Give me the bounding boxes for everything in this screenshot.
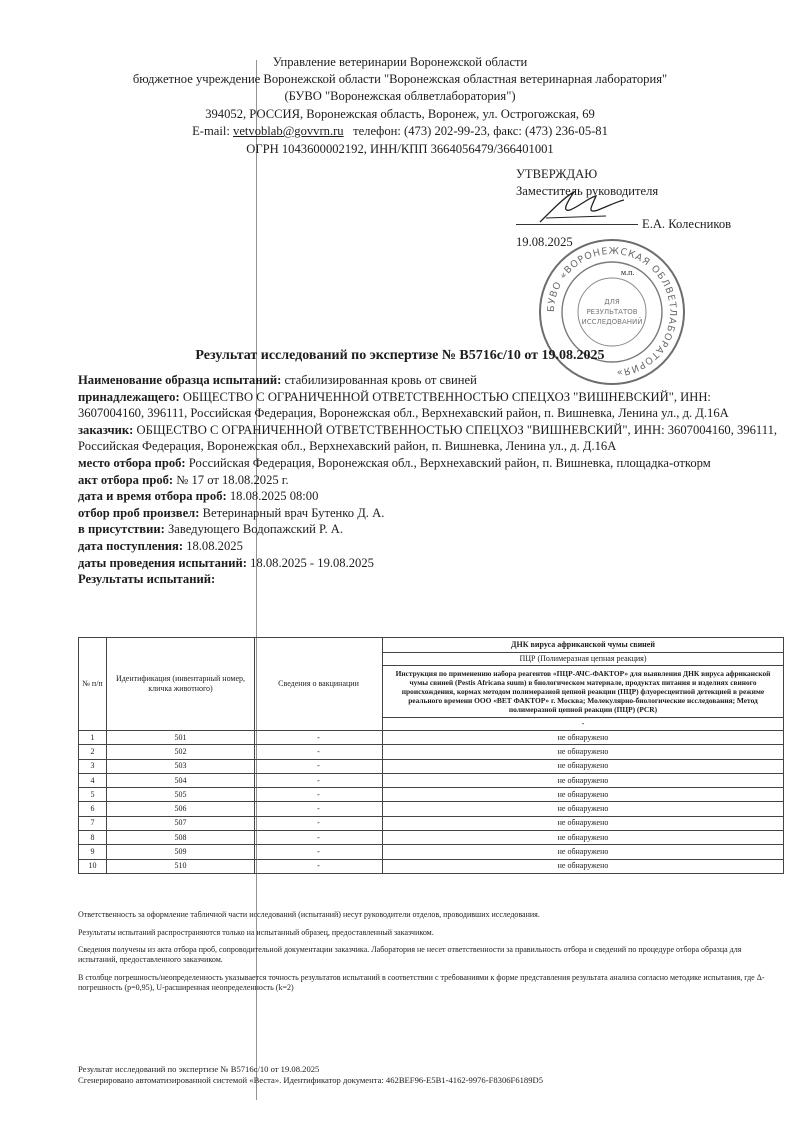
row-vaccination-cell: - <box>255 831 383 845</box>
approver-name: Е.А. Колесников <box>642 217 732 231</box>
sampler-row: отбор проб произвел: Ветеринарный врач Бутенко Д. А. <box>78 505 385 520</box>
table-row <box>79 802 784 816</box>
email-label: E-mail: <box>192 124 230 138</box>
row-result-cell: не обнаружено <box>383 773 784 787</box>
row-id-cell: 501 <box>107 731 255 745</box>
row-number-cell: 5 <box>79 788 107 802</box>
svg-text:ДЛЯ: ДЛЯ <box>604 298 620 306</box>
svg-text:БУВО «ВОРОНЕЖСКАЯ ОБЛВЕТЛАБОРА: БУВО «ВОРОНЕЖСКАЯ ОБЛВЕТЛАБОРАТОРИЯ» <box>545 245 679 378</box>
row-number-cell: 6 <box>79 802 107 816</box>
row-id-cell: 510 <box>107 859 255 873</box>
unit-header: - <box>383 718 784 731</box>
table-row <box>79 816 784 830</box>
results-heading: Результаты испытаний: <box>78 572 216 587</box>
row-number-cell: 10 <box>79 859 107 873</box>
row-result-cell: не обнаружено <box>383 788 784 802</box>
results-body <box>79 731 784 874</box>
row-vaccination-cell: - <box>255 759 383 773</box>
table-row <box>79 731 784 745</box>
notes-block <box>78 910 778 1000</box>
table-row <box>79 788 784 802</box>
row-vaccination-cell: - <box>255 802 383 816</box>
row-result-cell: не обнаружено <box>383 845 784 859</box>
table-row <box>79 745 784 759</box>
row-id-cell: 507 <box>107 816 255 830</box>
seal-stamp-icon <box>536 236 688 388</box>
table-row <box>79 759 784 773</box>
customer-row: заказчик: ОБЩЕСТВО С ОГРАНИЧЕННОЙ ОТВЕТСТВЕННОСТЬЮ СПЕЦХОЗ "ВИШНЕВСКИЙ", ИНН: 3607004160, 396111, Российская Федерация, Воронежская обл., Верхнехавский район, п. Вишневка, Ленина ул., д. Д.16А <box>78 422 778 454</box>
note-uncertainty: В столбце погрешность/неопределенность указывается точность результатов испытаний в соответствии с требованиями к форме представления результата анализа согласно методике испытания, где Δ-погрешность (p=0,95), U-расширенная неопределенность (k=2) <box>78 972 765 992</box>
row-vaccination-cell: - <box>255 788 383 802</box>
header-contacts <box>0 123 800 140</box>
sampling-act-row: акт отбора проб: № 17 от 18.08.2025 г. <box>78 472 289 487</box>
row-vaccination-cell: - <box>255 845 383 859</box>
row-number-cell: 9 <box>79 845 107 859</box>
table-row <box>79 831 784 845</box>
note-responsibility: Ответственность за оформление табличной части исследований (испытаний) несут руководители отделов, проводивших исследования. <box>78 910 540 919</box>
document-title: Результат исследований по экспертизе № B5716с/10 от 19.08.2025 <box>195 348 605 363</box>
row-result-cell: не обнаружено <box>383 802 784 816</box>
row-number-cell: 4 <box>79 773 107 787</box>
col-id-header: Идентификация (инвентарный номер, кличка животного) <box>107 638 255 731</box>
row-id-cell: 506 <box>107 802 255 816</box>
svg-text:РЕЗУЛЬТАТОВ: РЕЗУЛЬТАТОВ <box>586 308 638 316</box>
header-institution: бюджетное учреждение Воронежской области "Воронежская областная ветеринарная лаборатория" <box>132 72 668 86</box>
row-vaccination-cell: - <box>255 731 383 745</box>
row-id-cell: 505 <box>107 788 255 802</box>
row-result-cell: не обнаружено <box>383 731 784 745</box>
test-dates-row: даты проведения испытаний: 18.08.2025 - 19.08.2025 <box>78 555 374 570</box>
col-vaccination-header: Сведения о вакцинации <box>255 638 383 731</box>
row-id-cell: 504 <box>107 773 255 787</box>
footer-generated: Сгенерировано автоматизированной системой «Веста». Идентификатор документа: 462BEF96-E5B1-4162-9976-F8306F6189D5 <box>78 1075 544 1085</box>
method-header: ПЦР (Полимеразная цепная реакция) <box>383 653 784 666</box>
row-result-cell: не обнаружено <box>383 759 784 773</box>
footer-reference: Результат исследований по экспертизе № B5716с/10 от 19.08.2025 <box>78 1064 320 1074</box>
row-vaccination-cell: - <box>255 816 383 830</box>
phone-fax: телефон: (473) 202-99-23, факс: (473) 236-05-81 <box>353 124 608 138</box>
row-number-cell: 1 <box>79 731 107 745</box>
received-date-row: дата поступления: 18.08.2025 <box>78 538 243 553</box>
row-number-cell: 3 <box>79 759 107 773</box>
signature-icon <box>536 188 626 228</box>
approval-position: Заместитель руководителя <box>516 184 659 198</box>
row-vaccination-cell: - <box>255 773 383 787</box>
row-number-cell: 7 <box>79 816 107 830</box>
sample-info <box>78 372 778 588</box>
row-id-cell: 502 <box>107 745 255 759</box>
row-id-cell: 503 <box>107 759 255 773</box>
row-result-cell: не обнаружено <box>383 816 784 830</box>
note-scope: Результаты испытаний распространяются только на испытанный образец, предоставленный заказчиком. <box>78 927 434 937</box>
row-result-cell: не обнаружено <box>383 745 784 759</box>
row-id-cell: 509 <box>107 845 255 859</box>
col-number-header: № п/п <box>79 638 107 731</box>
approval-date: 19.08.2025 <box>516 235 573 249</box>
owner-row: принадлежащего: ОБЩЕСТВО С ОГРАНИЧЕННОЙ ОТВЕТСТВЕННОСТЬЮ СПЕЦХОЗ "ВИШНЕВСКИЙ", ИНН: 3607004160, 396111, Российская Федерация, Воронежская обл., Верхнехавский район, п. Вишневка, Ленина ул., д. Д.16А <box>78 389 729 421</box>
footer <box>78 1064 798 1086</box>
presence-row: в присутствии: Заведующего Водопажский Р. А. <box>78 522 344 537</box>
row-number-cell: 2 <box>79 745 107 759</box>
header-short-name: (БУВО "Воронежская облветлаборатория") <box>284 89 516 103</box>
signature-line <box>516 224 638 225</box>
group-header: ДНК вируса африканской чумы свиней <box>383 638 784 653</box>
stamp-place-mark: м.п. <box>621 268 635 277</box>
row-vaccination-cell: - <box>255 745 383 759</box>
table-row <box>79 859 784 873</box>
header-authority: Управление ветеринарии Воронежской области <box>272 55 528 69</box>
header-address: 394052, РОССИЯ, Воронежская область, Воронеж, ул. Острогожская, 69 <box>205 107 595 121</box>
note-source: Сведения получены из акта отбора проб, сопроводительной документации заказчика. Лаборатория не несет ответственности за правильность отбора и сведений по процедуре отбора образца для испытаний, предоставленного заказчиком. <box>78 945 742 964</box>
results-table <box>78 637 784 874</box>
email-link[interactable]: vetvoblab@govvrn.ru <box>233 124 344 138</box>
svg-text:ИССЛЕДОВАНИЙ: ИССЛЕДОВАНИЙ <box>581 318 643 326</box>
sampling-datetime-row: дата и время отбора проб: 18.08.2025 08:00 <box>78 489 319 504</box>
row-result-cell: не обнаружено <box>383 859 784 873</box>
row-id-cell: 508 <box>107 831 255 845</box>
row-result-cell: не обнаружено <box>383 831 784 845</box>
row-number-cell: 8 <box>79 831 107 845</box>
instruction-header: Инструкция по применению набора реагентов «ПЦР-АЧС-ФАКТОР» для выявления ДНК вируса африканской чумы свиней (Pestis Africana suum) в биологическом материале, продуктах питания и изделиях свиного происхождения, кормах методом полимеразной цепной реакции (ПЦР) флуоресцентной детекцией в режиме реального времени ООО «ВЕТ ФАКТОР» г. Москва; Молекулярно-биологические исследования; Метод полимеразной цепной реакции (ПЦР) (PCR) <box>383 666 784 718</box>
sampling-place-row: место отбора проб: Российская Федерация, Воронежская обл., Верхнехавский район, п. Вишневка, площадка-откорм <box>78 455 711 470</box>
approval-title: УТВЕРЖДАЮ <box>516 167 598 181</box>
approval-block <box>516 166 786 249</box>
sample-name-row: Наименование образца испытаний: стабилизированная кровь от свиней <box>78 373 477 387</box>
row-vaccination-cell: - <box>255 859 383 873</box>
table-row <box>79 845 784 859</box>
header-registration: ОГРН 1043600002192, ИНН/КПП 3664056479/366401001 <box>246 142 554 156</box>
table-row <box>79 773 784 787</box>
